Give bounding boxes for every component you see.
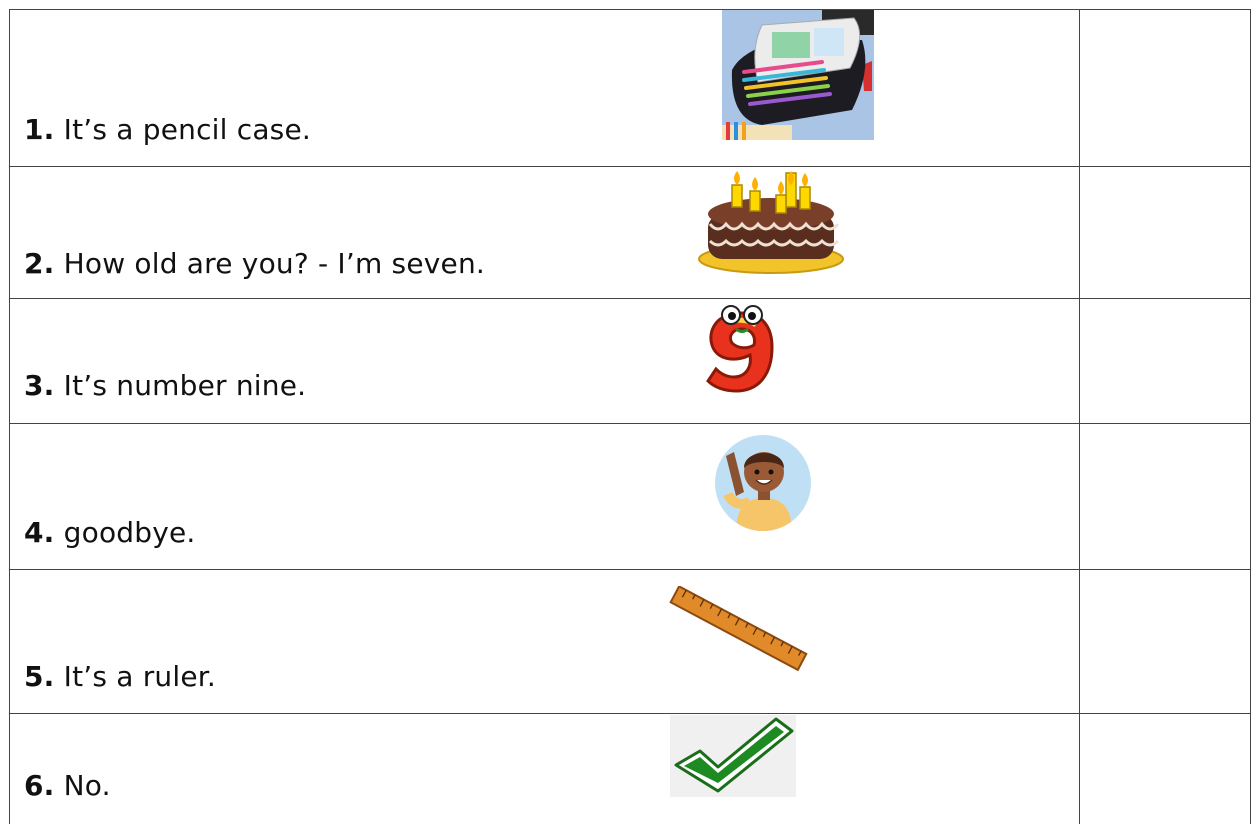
ruler-image bbox=[664, 586, 812, 672]
table-row bbox=[9, 423, 1251, 569]
sentence bbox=[24, 369, 306, 402]
item-number: 4. bbox=[24, 516, 55, 549]
item-number: 2. bbox=[24, 247, 55, 280]
birthday-cake-image bbox=[696, 169, 846, 277]
table-row bbox=[9, 713, 1251, 824]
item-text: goodbye. bbox=[63, 516, 196, 549]
sentence bbox=[24, 769, 111, 802]
item-text: It’s a ruler. bbox=[63, 660, 217, 693]
item-text: It’s number nine. bbox=[63, 369, 307, 402]
item-number: 1. bbox=[24, 113, 55, 146]
number-nine-image bbox=[698, 301, 786, 393]
sentence bbox=[24, 113, 311, 146]
table-row bbox=[9, 298, 1251, 423]
sentence bbox=[24, 660, 216, 693]
waving-boy-image bbox=[714, 434, 812, 532]
item-text: How old are you? - I’m seven. bbox=[63, 247, 485, 280]
sentence bbox=[24, 516, 196, 549]
sentence bbox=[24, 247, 485, 280]
item-text: It’s a pencil case. bbox=[63, 113, 311, 146]
item-number: 5. bbox=[24, 660, 55, 693]
item-number: 3. bbox=[24, 369, 55, 402]
table-row bbox=[9, 569, 1251, 713]
item-text: No. bbox=[63, 769, 111, 802]
checkmark-image bbox=[670, 715, 796, 797]
table-row bbox=[9, 166, 1251, 298]
table-row bbox=[9, 9, 1251, 166]
pencil-case-image bbox=[722, 10, 874, 140]
worksheet-table bbox=[9, 9, 1251, 824]
item-number: 6. bbox=[24, 769, 55, 802]
